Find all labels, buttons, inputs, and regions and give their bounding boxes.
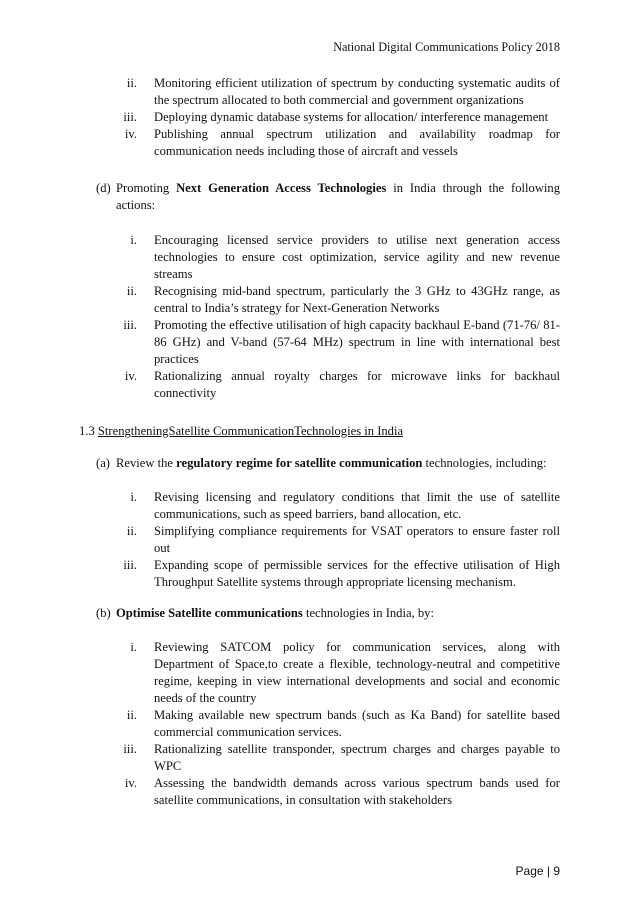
- text-run: in India through the following actions:: [116, 181, 561, 212]
- text-run: Review the: [116, 456, 177, 470]
- page-header: National Digital Communications Policy 2018: [333, 40, 560, 54]
- item-text: Simplifying compliance requirements for VSAT operators to ensure faster roll out: [154, 524, 560, 555]
- section-number: 1.3: [79, 424, 95, 438]
- item-number: iii.: [123, 110, 137, 124]
- list-item: [0, 283, 638, 317]
- item-number: iv.: [124, 369, 137, 383]
- paragraph-a: [96, 455, 566, 472]
- paragraph-text: [116, 455, 566, 472]
- paragraph-text: [116, 180, 560, 214]
- list-item: [0, 557, 638, 591]
- paragraph-label: (a): [96, 456, 110, 470]
- item-number: iv.: [124, 776, 137, 790]
- item-text: Monitoring efficient utilization of spectrum by conducting systematic audits of the spectrum allocated to both commercial and government organizations: [154, 76, 560, 107]
- item-number: iii.: [123, 558, 137, 572]
- list-item: [0, 232, 638, 283]
- list-item: [0, 707, 638, 741]
- item-text: Assessing the bandwidth demands across various spectrum bands used for satellite communications, in consultation with stakeholders: [154, 776, 560, 807]
- paragraph-text: [116, 605, 566, 622]
- item-text: Promoting the effective utilisation of high capacity backhaul E-band (71-76/ 81-86 GHz) and V-band (57-64 MHz) spectrum in line with international best practices: [154, 318, 560, 366]
- text-run: technologies in India, by:: [302, 606, 434, 620]
- list-item: [0, 775, 638, 809]
- page-number: Page | 9: [515, 864, 560, 878]
- item-number: i.: [130, 640, 137, 654]
- item-number: ii.: [126, 708, 137, 722]
- bold-text: Optimise Satellite communications: [116, 606, 303, 620]
- list-b: [0, 639, 638, 809]
- item-text: Expanding scope of permissible services for the effective utilisation of High Throughput Satellite systems through appropriate licensing mechanism.: [154, 558, 560, 589]
- item-number: iv.: [124, 127, 137, 141]
- section-title: StrengtheningSatellite CommunicationTechnologies in India: [97, 424, 404, 438]
- list-item: [0, 109, 638, 126]
- list-item: [0, 368, 638, 402]
- item-text: Encouraging licensed service providers to utilise next generation access technologies to ensure cost optimization, service agility and new revenue streams: [154, 233, 560, 281]
- section-heading: [79, 424, 403, 439]
- paragraph-b: [96, 605, 566, 622]
- item-number: i.: [130, 490, 137, 504]
- list-item: [0, 317, 638, 368]
- item-text: Rationalizing satellite transponder, spectrum charges and charges payable to WPC: [154, 742, 560, 773]
- bold-text: regulatory regime for satellite communication: [176, 456, 423, 470]
- item-number: iii.: [123, 318, 137, 332]
- list-item: [0, 489, 638, 523]
- list-d: [0, 232, 638, 402]
- list-item: [0, 523, 638, 557]
- list-a: [0, 489, 638, 591]
- item-text: Revising licensing and regulatory conditions that limit the use of satellite communications, such as speed barriers, band allocation, etc.: [154, 490, 560, 521]
- item-text: Recognising mid-band spectrum, particularly the 3 GHz to 43GHz range, as central to India’s strategy for Next-Generation Networks: [154, 284, 560, 315]
- list-item: [0, 126, 638, 160]
- list-item: [0, 639, 638, 707]
- item-text: Rationalizing annual royalty charges for microwave links for backhaul connectivity: [154, 369, 560, 400]
- item-text: Deploying dynamic database systems for allocation/ interference management: [154, 110, 549, 124]
- list-item: [0, 75, 638, 109]
- list-top: [0, 75, 638, 160]
- item-number: i.: [130, 233, 137, 247]
- paragraph-d: [96, 180, 560, 214]
- bold-text: Next Generation Access Technologies: [176, 181, 387, 195]
- item-number: ii.: [126, 284, 137, 298]
- item-number: ii.: [126, 76, 137, 90]
- item-text: Making available new spectrum bands (such as Ka Band) for satellite based commercial communication services.: [154, 708, 560, 739]
- item-number: iii.: [123, 742, 137, 756]
- item-text: Publishing annual spectrum utilization and availability roadmap for communication needs including those of aircraft and vessels: [154, 127, 560, 158]
- text-run: Promoting: [116, 181, 177, 195]
- item-text: Reviewing SATCOM policy for communication services, along with Department of Space,to create a flexible, technology-neutral and competitive regime, keeping in view international developments and social and economic needs of the country: [154, 640, 560, 705]
- text-run: technologies, including:: [422, 456, 547, 470]
- list-item: [0, 741, 638, 775]
- paragraph-label: (b): [96, 606, 111, 620]
- item-number: ii.: [126, 524, 137, 538]
- paragraph-label: (d): [96, 181, 111, 195]
